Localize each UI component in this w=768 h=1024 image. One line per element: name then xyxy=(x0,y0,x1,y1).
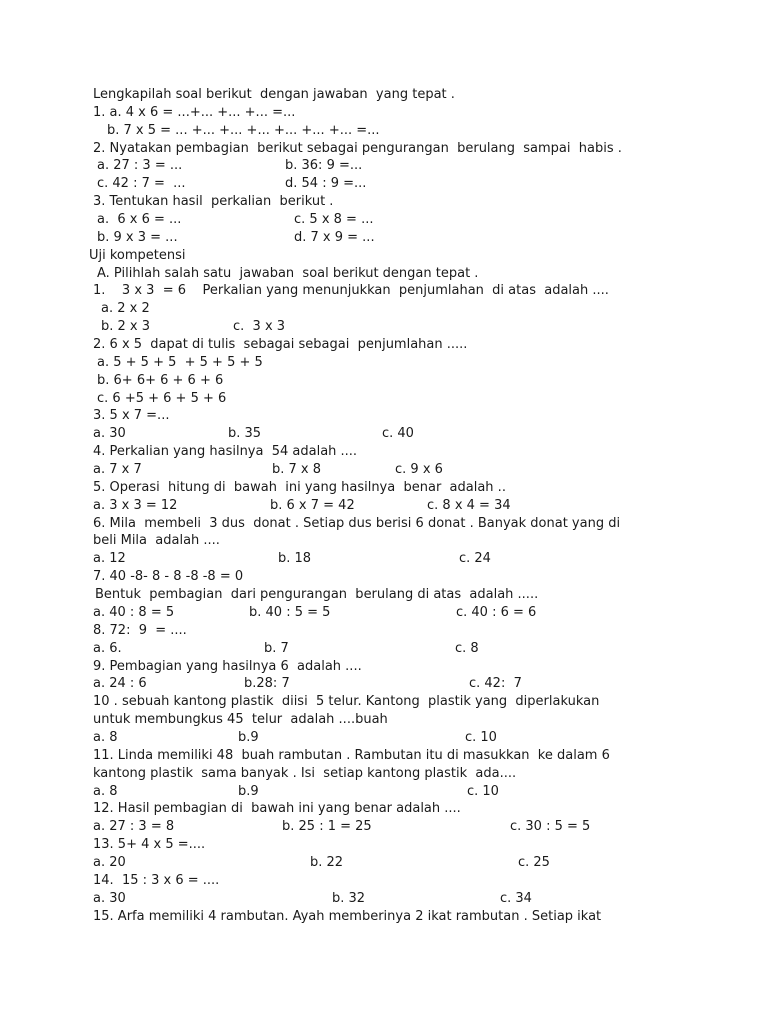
answer-option: c. 40 xyxy=(382,426,414,442)
text-line xyxy=(0,622,768,640)
line-text: beli Mila adalah .... xyxy=(93,533,220,549)
text-line xyxy=(0,872,768,890)
text-line xyxy=(0,318,768,336)
line-text: 5. Operasi hitung di bawah ini yang hasilnya benar adalah .. xyxy=(93,479,506,495)
text-line xyxy=(0,711,768,729)
answer-option: b. 7 xyxy=(264,640,289,656)
text-line xyxy=(0,461,768,479)
line-text: 2. Nyatakan pembagian berikut sebagai pengurangan berulang sampai habis . xyxy=(93,140,622,156)
answer-option: b.9 xyxy=(238,783,259,799)
text-line xyxy=(0,818,768,836)
answer-option: a. 6. xyxy=(93,640,122,656)
text-line xyxy=(0,175,768,193)
text-line xyxy=(0,229,768,247)
text-line xyxy=(0,157,768,175)
answer-option: b. 40 : 5 = 5 xyxy=(249,604,331,620)
text-line xyxy=(0,354,768,372)
answer-option: a. 27 : 3 = ... xyxy=(97,158,183,174)
line-text: 2. 6 x 5 dapat di tulis sebagai sebagai penjumlahan ..... xyxy=(93,337,468,353)
text-line xyxy=(0,86,768,104)
line-text: 9. Pembagian yang hasilnya 6 adalah .... xyxy=(93,658,362,674)
text-line xyxy=(0,908,768,926)
answer-option: c. 8 xyxy=(455,640,479,656)
answer-option: c. 24 xyxy=(459,551,491,567)
answer-option: c. 10 xyxy=(465,729,497,745)
document-body xyxy=(0,86,768,925)
answer-option: b. 25 : 1 = 25 xyxy=(282,819,372,835)
text-line xyxy=(0,765,768,783)
answer-option: c. 3 x 3 xyxy=(233,319,286,335)
text-line xyxy=(0,836,768,854)
text-line xyxy=(0,140,768,158)
answer-option: a. 3 x 3 = 12 xyxy=(93,497,178,513)
line-text: Uji kompetensi xyxy=(89,247,186,263)
text-line xyxy=(0,532,768,550)
text-line xyxy=(0,122,768,140)
answer-option: b.28: 7 xyxy=(244,676,290,692)
line-text: 8. 72: 9 = .... xyxy=(93,622,187,638)
answer-option: b. 9 x 3 = ... xyxy=(97,229,178,245)
line-text: 14. 15 : 3 x 6 = .... xyxy=(93,872,220,888)
text-line xyxy=(0,604,768,622)
answer-option: a. 30 xyxy=(93,890,126,906)
line-text: 7. 40 -8- 8 - 8 -8 -8 = 0 xyxy=(93,569,244,585)
answer-option: d. 7 x 9 = ... xyxy=(294,229,375,245)
text-line xyxy=(0,854,768,872)
text-line xyxy=(0,550,768,568)
answer-option: c. 5 x 8 = ... xyxy=(294,212,374,228)
line-text: a. 2 x 2 xyxy=(101,301,150,317)
text-line xyxy=(0,443,768,461)
answer-option: c. 34 xyxy=(500,890,532,906)
answer-option: b.9 xyxy=(238,729,259,745)
text-line xyxy=(0,890,768,908)
text-line xyxy=(0,390,768,408)
text-line xyxy=(0,282,768,300)
text-line xyxy=(0,586,768,604)
answer-option: c. 8 x 4 = 34 xyxy=(427,497,511,513)
text-line xyxy=(0,747,768,765)
line-text: Bentuk pembagian dari pengurangan berulang di atas adalah ..... xyxy=(95,587,539,603)
text-line xyxy=(0,800,768,818)
answer-option: c. 40 : 6 = 6 xyxy=(456,604,537,620)
line-text: 12. Hasil pembagian di bawah ini yang benar adalah .... xyxy=(93,801,461,817)
text-line xyxy=(0,675,768,693)
answer-option: a. 24 : 6 xyxy=(93,676,147,692)
answer-option: b. 7 x 8 xyxy=(272,462,322,478)
line-text: 4. Perkalian yang hasilnya 54 adalah .... xyxy=(93,444,358,460)
line-text: 11. Linda memiliki 48 buah rambutan . Rambutan itu di masukkan ke dalam 6 xyxy=(93,747,610,763)
line-text: 1. a. 4 x 6 = ...+... +... +... =... xyxy=(93,104,296,120)
text-line xyxy=(0,640,768,658)
answer-option: a. 12 xyxy=(93,551,126,567)
answer-option: c. 25 xyxy=(518,854,550,870)
answer-option: b. 22 xyxy=(310,854,344,870)
line-text: 1. 3 x 3 = 6 Perkalian yang menunjukkan penjumlahan di atas adalah .... xyxy=(93,283,609,299)
answer-option: b. 2 x 3 xyxy=(101,319,151,335)
text-line xyxy=(0,407,768,425)
line-text: untuk membungkus 45 telur adalah ....buah xyxy=(93,712,388,728)
text-line xyxy=(0,658,768,676)
line-text: b. 7 x 5 = ... +... +... +... +... +... +... =... xyxy=(107,122,380,138)
line-text: c. 6 +5 + 6 + 5 + 6 xyxy=(97,390,227,406)
answer-option: a. 40 : 8 = 5 xyxy=(93,604,175,620)
text-line xyxy=(0,211,768,229)
text-line xyxy=(0,783,768,801)
line-text: b. 6+ 6+ 6 + 6 + 6 xyxy=(97,372,224,388)
line-text: 3. Tentukan hasil perkalian berikut . xyxy=(93,194,334,210)
text-line xyxy=(0,300,768,318)
answer-option: a. 6 x 6 = ... xyxy=(97,212,182,228)
text-line xyxy=(0,247,768,265)
text-line xyxy=(0,693,768,711)
answer-option: c. 42 : 7 = ... xyxy=(97,176,186,192)
text-line xyxy=(0,265,768,283)
line-text: 10 . sebuah kantong plastik diisi 5 telur. Kantong plastik yang diperlakukan xyxy=(93,694,600,710)
text-line xyxy=(0,515,768,533)
line-text: A. Pilihlah salah satu jawaban soal berikut dengan tepat . xyxy=(97,265,479,281)
text-line xyxy=(0,336,768,354)
answer-option: d. 54 : 9 =... xyxy=(285,176,367,192)
answer-option: c. 10 xyxy=(467,783,499,799)
answer-option: c. 30 : 5 = 5 xyxy=(510,819,591,835)
line-text: 13. 5+ 4 x 5 =.... xyxy=(93,837,206,853)
text-line xyxy=(0,729,768,747)
text-line xyxy=(0,104,768,122)
text-line xyxy=(0,372,768,390)
answer-option: a. 30 xyxy=(93,426,126,442)
text-line xyxy=(0,193,768,211)
answer-option: c. 42: 7 xyxy=(469,676,522,692)
text-line xyxy=(0,479,768,497)
text-line xyxy=(0,568,768,586)
answer-option: a. 20 xyxy=(93,854,126,870)
line-text: 6. Mila membeli 3 dus donat . Setiap dus berisi 6 donat . Banyak donat yang di xyxy=(93,515,621,531)
answer-option: b. 36: 9 =... xyxy=(285,158,363,174)
answer-option: b. 6 x 7 = 42 xyxy=(270,497,355,513)
line-text: kantong plastik sama banyak . Isi setiap kantong plastik ada.... xyxy=(93,765,517,781)
answer-option: b. 18 xyxy=(278,551,312,567)
line-text: a. 5 + 5 + 5 + 5 + 5 + 5 xyxy=(97,354,263,370)
answer-option: c. 9 x 6 xyxy=(395,462,443,478)
line-text: Lengkapilah soal berikut dengan jawaban yang tepat . xyxy=(93,87,455,102)
answer-option: a. 27 : 3 = 8 xyxy=(93,819,175,835)
answer-option: a. 8 xyxy=(93,729,118,745)
answer-option: a. 7 x 7 xyxy=(93,462,142,478)
text-line xyxy=(0,497,768,515)
answer-option: b. 35 xyxy=(228,426,262,442)
line-text: 3. 5 x 7 =... xyxy=(93,408,170,424)
line-text: 15. Arfa memiliki 4 rambutan. Ayah memberinya 2 ikat rambutan . Setiap ikat xyxy=(93,908,602,924)
answer-option: a. 8 xyxy=(93,783,118,799)
answer-option: b. 32 xyxy=(332,890,366,906)
text-line xyxy=(0,425,768,443)
